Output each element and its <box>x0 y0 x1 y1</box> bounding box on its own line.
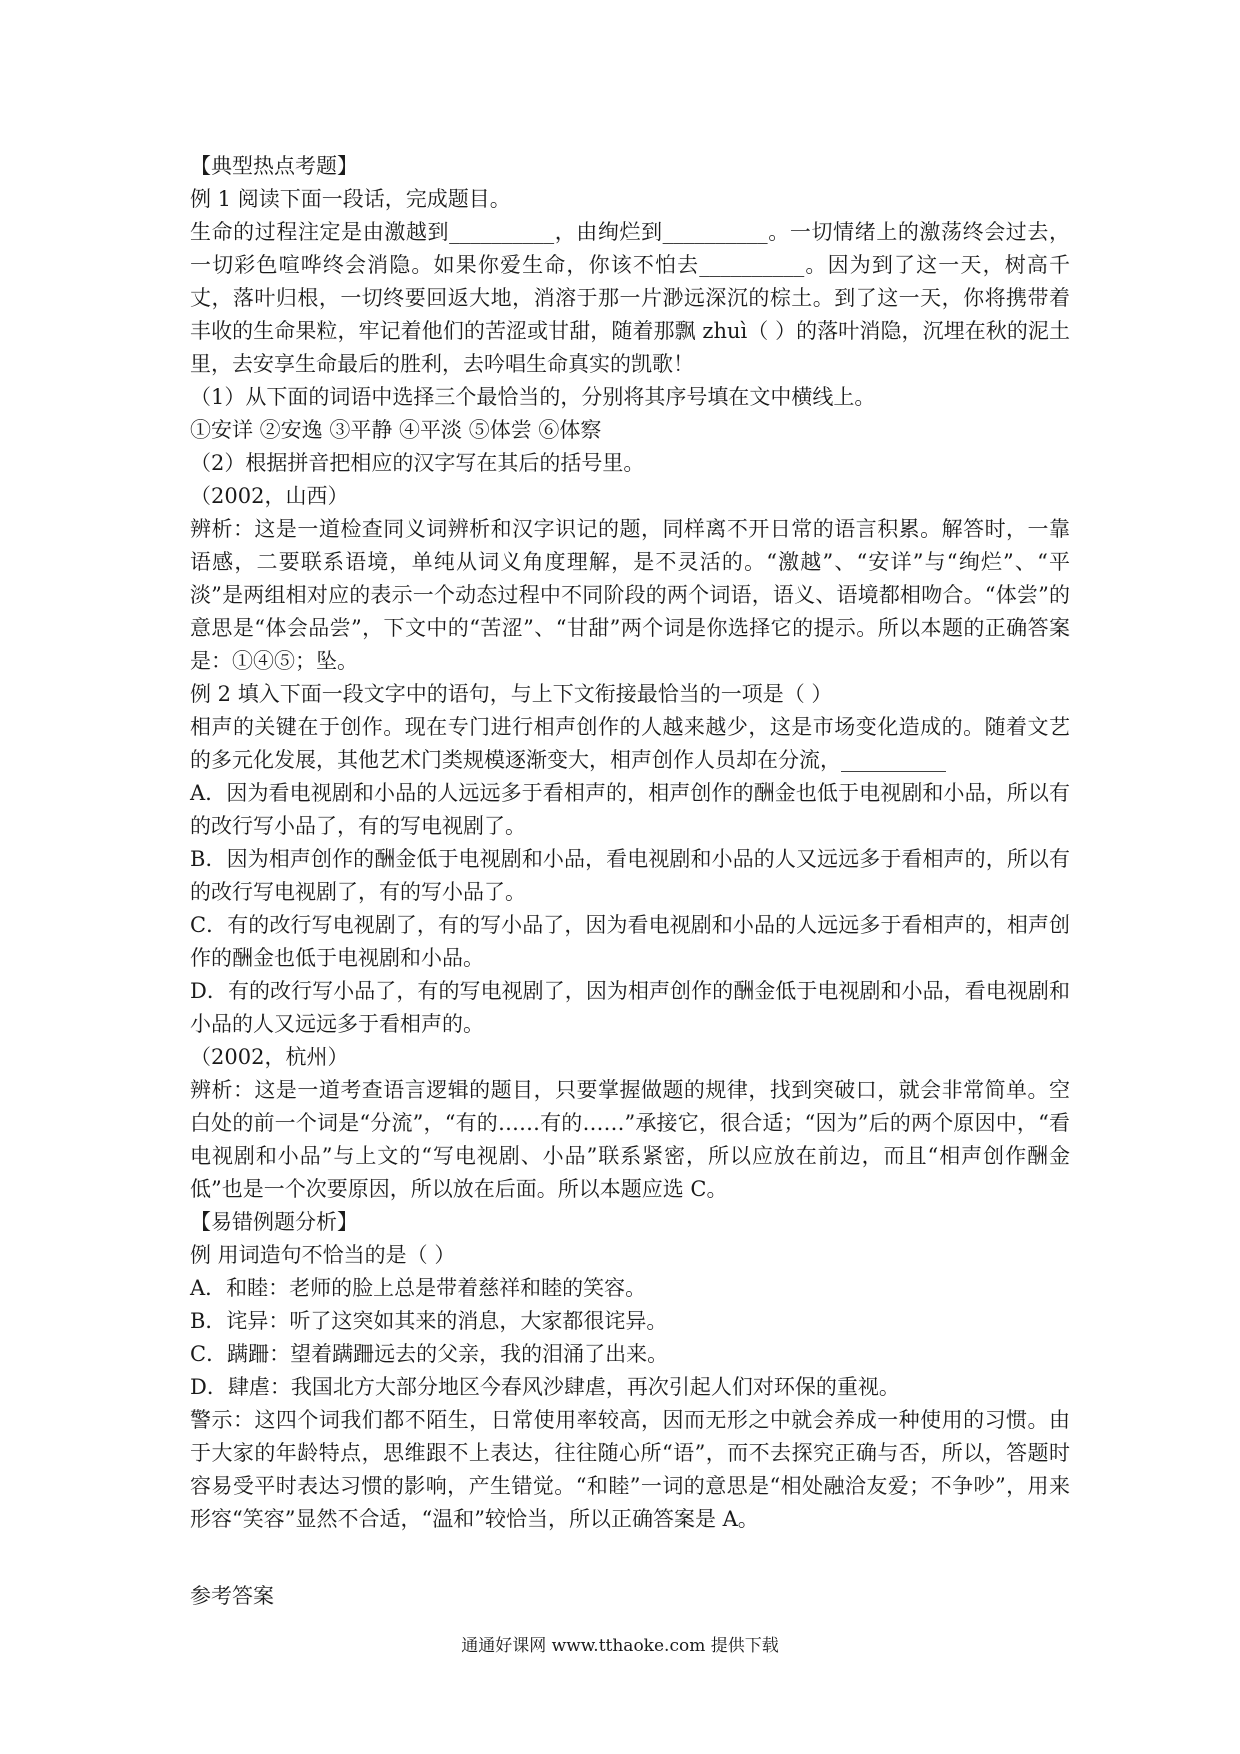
page-footer: 通通好课网 www.tthaoke.com 提供下载 <box>461 1636 779 1656</box>
example3-option-a: A．和睦：老师的脸上总是带着慈祥和睦的笑容。 <box>190 1276 647 1300</box>
example2-passage: 相声的关键在于创作。现在专门进行相声创作的人越来越少，这是市场变化造成的。随着文艺的多元化发展，其他艺术门类规模逐渐变大，相声创作人员却在分流，__________ <box>190 715 1070 772</box>
example1-question1: （1）从下面的词语中选择三个最恰当的，分别将其序号填在文中横线上。 <box>190 385 876 409</box>
example2-analysis: 辨析：这是一道考查语言逻辑的题目，只要掌握做题的规律，找到突破口，就会非常简单。空白处的前一个词是“分流”，“有的……有的……”承接它，很合适；“因为”后的两个原因中，“看电视剧和小品”与上文的“写电视剧、小品”联系紧密，所以应放在前边，而且“相声创作酬金低”也是一个次要原因，所以放在后面。所以本题应选 C。 <box>190 1078 1070 1201</box>
example1-source: （2002，山西） <box>190 484 349 508</box>
example2-option-d: D．有的改行写小品了，有的写电视剧了，因为相声创作的酬金低于电视剧和小品，看电视剧和小品的人又远远多于看相声的。 <box>190 979 1070 1036</box>
section-title-hot: 【典型热点考题】 <box>190 154 358 178</box>
example1-question2: （2）根据拼音把相应的汉字写在其后的括号里。 <box>190 451 645 475</box>
example3-heading: 例 用词造句不恰当的是（ ） <box>190 1243 456 1267</box>
example2-option-a: A．因为看电视剧和小品的人远远多于看相声的，相声创作的酬金也低于电视剧和小品，所以有的改行写小品了，有的写电视剧了。 <box>190 781 1070 838</box>
example3-option-b: B．诧异：听了这突如其来的消息，大家都很诧异。 <box>190 1309 668 1333</box>
example1-analysis: 辨析：这是一道检查同义词辨析和汉字识记的题，同样离不开日常的语言积累。解答时，一靠语感，二要联系语境，单纯从词义角度理解，是不灵活的。“激越”、“安详”与“绚烂”、“平淡”是两组相对应的表示一个动态过程中不同阶段的两个词语，语义、语境都相吻合。“体尝”的意思是“体会品尝”，下文中的“苦涩”、“甘甜”两个词是你选择它的提示。所以本题的正确答案是：①④⑤；坠。 <box>190 517 1070 673</box>
section-title-error: 【易错例题分析】 <box>190 1210 358 1234</box>
example3-option-c: C．蹒跚：望着蹒跚远去的父亲，我的泪涌了出来。 <box>190 1342 669 1366</box>
example1-options: ①安详 ②安逸 ③平静 ④平淡 ⑤体尝 ⑥体察 <box>190 418 602 442</box>
example2-option-b: B．因为相声创作的酬金低于电视剧和小品，看电视剧和小品的人又远远多于看相声的，所以有的改行写电视剧了，有的写小品了。 <box>190 847 1070 904</box>
section-title-answers: 参考答案 <box>190 1584 274 1608</box>
example2-heading: 例 2 填入下面一段文字中的语句，与上下文衔接最恰当的一项是（ ） <box>190 682 833 706</box>
document-body <box>190 150 1070 1613</box>
example1-heading: 例 1 阅读下面一段话，完成题目。 <box>190 187 511 211</box>
example2-source: （2002，杭州） <box>190 1045 349 1069</box>
example1-passage: 生命的过程注定是由激越到__________，由绚烂到__________。一切情绪上的激荡终会过去，一切彩色喧哗终会消隐。如果你爱生命，你该不怕去__________。因为到了这一天，树高千丈，落叶归根，一切终要回返大地，消溶于那一片渺远深沉的棕土。到了这一天，你将携带着丰收的生命果粒，牢记着他们的苦涩或甘甜，随着那飘 zhuì（ ）的落叶消隐，沉埋在秋的泥土里，去安享生命最后的胜利，去吟唱生命真实的凯歌！ <box>190 220 1070 376</box>
section-spacer <box>190 1536 1070 1580</box>
example2-option-c: C．有的改行写电视剧了，有的写小品了，因为看电视剧和小品的人远远多于看相声的，相声创作的酬金也低于电视剧和小品。 <box>190 913 1070 970</box>
example3-warning: 警示：这四个词我们都不陌生，日常使用率较高，因而无形之中就会养成一种使用的习惯。由于大家的年龄特点，思维跟不上表达，往往随心所“语”，而不去探究正确与否，所以，答题时容易受平时表达习惯的影响，产生错觉。“和睦”一词的意思是“相处融洽友爱；不争吵”，用来形容“笑容”显然不合适，“温和”较恰当，所以正确答案是 A。 <box>190 1408 1070 1531</box>
example3-option-d: D．肆虐：我国北方大部分地区今春风沙肆虐，再次引起人们对环保的重视。 <box>190 1375 900 1399</box>
